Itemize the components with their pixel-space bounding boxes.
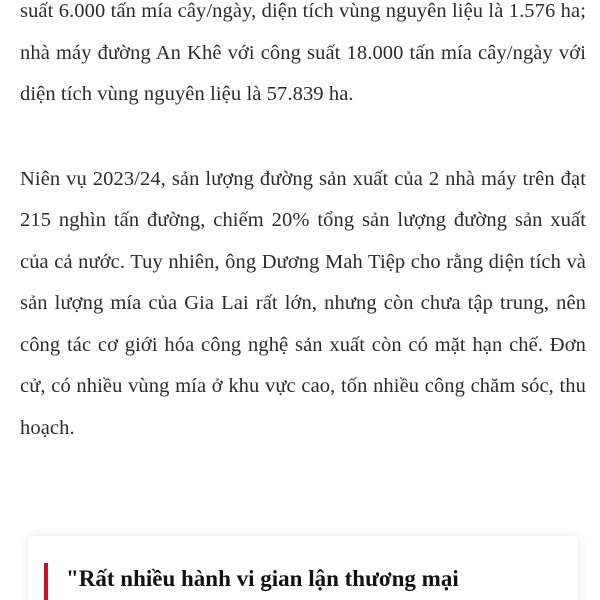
article-body: [20, 0, 586, 449]
article-paragraph-1: suất 6.000 tấn mía cây/ngày, diện tích vùng nguyên liệu là 1.576 ha; nhà máy đường An Khê với công suất 18.000 tấn mía cây/ngày với diện tích vùng nguyên liệu là 57.839 ha.: [20, 0, 586, 105]
pull-quote-text: "Rất nhiều hành vi gian lận thương mại: [66, 566, 459, 591]
quote-accent-bar: [44, 563, 48, 600]
pull-quote-box: [28, 536, 578, 600]
article-paragraph-2: Niên vụ 2023/24, sản lượng đường sản xuất của 2 nhà máy trên đạt 215 nghìn tấn đường, chiếm 20% tổng sản lượng đường sản xuất của cả nước. Tuy nhiên, ông Dương Mah Tiệp cho rằng diện tích và sản lượng mía của Gia Lai rất lớn, nhưng còn chưa tập trung, nên công tác cơ giới hóa công nghệ sản xuất còn có mặt hạn chế. Đơn cử, có nhiều vùng mía ở khu vực cao, tốn nhiều công chăm sóc, thu hoạch.: [20, 167, 586, 439]
